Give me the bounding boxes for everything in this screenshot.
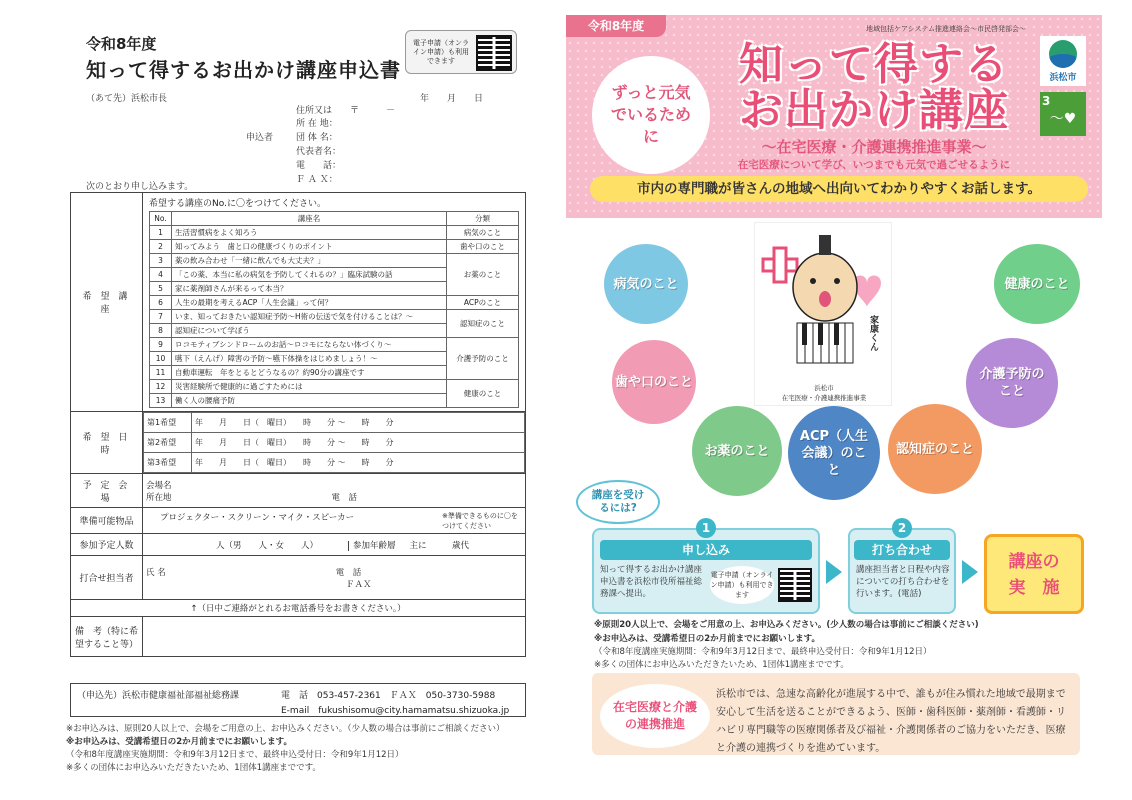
contact-fax[interactable]: ＦＡＸ xyxy=(346,579,372,590)
course-name: 家に薬剤師さんが来るって本当？ xyxy=(172,282,447,296)
course-no[interactable]: 11 xyxy=(150,366,172,380)
contact-phone[interactable]: 電 話 xyxy=(335,567,362,578)
character-caption2: 在宅医療・介護連携推進事業 xyxy=(781,394,867,402)
course-no[interactable]: 5 xyxy=(150,282,172,296)
footer-text: 浜松市では、急速な高齢化が進展する中で、誰もが住み慣れた地域で最期まで安心して生活を送ることができるよう、医師・歯科医師・薬剤師・看護師・リハビリ専門職等の医療関係者及び福祉・介護関係者のご協力をいただき、医療と介護の連携づくりを進めています。 xyxy=(716,689,1066,754)
equipment-items[interactable]: プロジェクター・スクリーン・マイク・スピーカー xyxy=(160,512,355,523)
venue-address[interactable]: 所在地 xyxy=(146,492,172,503)
course-category: 認知症のこと xyxy=(447,310,519,338)
flyer-title-line2: お出かけ講座 xyxy=(739,85,1009,136)
contact-note: ↑（日中ご連絡がとれるお電話番号をお書きください。） xyxy=(71,600,526,617)
step-1-e-application: 電子申請（オンライン申請）も利用できます xyxy=(710,566,774,604)
submit-label: （申込先）浜松市健康福祉部福祉総務課 xyxy=(77,691,240,701)
bubble-text: ずっと元気でいるために xyxy=(611,83,692,146)
course-category: 健康のこと xyxy=(447,380,519,408)
topic-teeth xyxy=(612,340,696,424)
date-line: 年 月 日 xyxy=(420,94,484,104)
course-name: 災害経験所で健康的に過ごすためには xyxy=(172,380,447,394)
course-label: 希 望 講 座 xyxy=(71,193,143,412)
footer-title-text: 在宅医療と介護の連携推進 xyxy=(612,700,697,731)
qr-code-icon[interactable] xyxy=(778,568,812,602)
course-no[interactable]: 10 xyxy=(150,352,172,366)
course-category: 介護予防のこと xyxy=(447,338,519,380)
applicant-tel[interactable]: 電 話： xyxy=(296,161,342,171)
e-application-box xyxy=(405,30,517,74)
topic-acp xyxy=(788,406,880,500)
city-logo-text: 浜松市 xyxy=(1049,73,1077,83)
flyer-note: （令和8年度講座実施期間：令和9年3月12日まで、最終申込受付日：令和9年1月12日） xyxy=(594,647,932,657)
flyer-note: ※多くの団体にお申込みいただきたいため、1団体1講座までです。 xyxy=(594,660,849,670)
applicant-address[interactable]: 所 在 地： xyxy=(296,119,338,129)
date-choice-field[interactable]: 年 月 日（ 曜日） 時 分 ～ 時 分 xyxy=(192,413,525,433)
address-label: 住所又は xyxy=(296,106,333,116)
application-table xyxy=(70,192,526,657)
form-year: 令和8年度 xyxy=(86,35,157,53)
topic-label: ACP（人生会議）のこと xyxy=(799,428,869,478)
qr-code-icon[interactable] xyxy=(476,35,512,71)
col-no: No. xyxy=(150,212,172,226)
arrow-right-icon xyxy=(962,560,978,584)
topic-label: 歯や口のこと xyxy=(614,374,693,390)
topic-care-prevention xyxy=(966,338,1058,428)
flyer-tagline: 在宅医療について学び、いつまでも元気で過ごせるように xyxy=(737,159,1011,171)
course-name: 嚥下（えんげ）障害の予防～嚥下体操をはじめましょう！～ xyxy=(172,352,447,366)
application-form xyxy=(0,0,560,800)
topic-illness xyxy=(604,244,688,324)
course-category: お薬のこと xyxy=(447,254,519,296)
col-category: 分類 xyxy=(447,212,519,226)
course-name: 知ってみよう 歯と口の健康づくりのポイント xyxy=(172,240,447,254)
date-choice-field[interactable]: 年 月 日（ 曜日） 時 分 ～ 時 分 xyxy=(192,453,525,473)
form-intro: 次のとおり申し込みます。 xyxy=(86,182,194,192)
applicant-rep[interactable]: 代表者名： xyxy=(296,147,342,157)
question-bubble xyxy=(576,480,660,524)
topic-label: お薬のこと xyxy=(704,443,770,459)
step-2-title: 打ち合わせ xyxy=(854,540,950,560)
submit-tel: 電 話 053-457-2361 ＦＡＸ 050-3730-5988 xyxy=(281,691,496,701)
character-caption1: 浜松市 xyxy=(814,384,834,392)
footer-title xyxy=(600,684,710,748)
course-no[interactable]: 8 xyxy=(150,324,172,338)
course-name: ロコモティブシンドロームのお話～ロコモにならない体づくり～ xyxy=(172,338,447,352)
form-note: （令和8年度講座実施期間：令和9年3月12日まで、最終申込受付日：令和9年1月12日） xyxy=(66,750,404,760)
contact-label: 打合せ担当者 xyxy=(71,556,143,600)
course-no[interactable]: 2 xyxy=(150,240,172,254)
submit-email[interactable]: E-mail fukushisomu@city.hamamatsu.shizuoka.jp xyxy=(281,706,510,716)
e-application-text: 電子申請（オンライン申請）も利用できます xyxy=(413,39,469,65)
course-name: 生活習慣病をよく知ろう xyxy=(172,226,447,240)
hamamatsu-logo-icon xyxy=(1049,40,1077,68)
course-name: 働く人の腰痛予防 xyxy=(172,394,447,408)
flyer-bubble xyxy=(592,56,710,174)
applicant-zip: 〒 － xyxy=(350,106,396,116)
date-choice-field[interactable]: 年 月 日（ 曜日） 時 分 ～ 時 分 xyxy=(192,433,525,453)
flyer-subtitle: ～在宅医療・介護連携推進事業～ xyxy=(761,138,987,156)
final-step-text: 講座の実 施 xyxy=(1008,552,1060,598)
flyer-note: ※原則20人以上で、会場をご用意の上、お申込みください。(少人数の場合は事前にご相談ください) xyxy=(594,620,979,630)
course-name: 薬の飲み合わせ「一緒に飲んでも大丈夫？」 xyxy=(172,254,447,268)
course-no[interactable]: 13 xyxy=(150,394,172,408)
date-label: 希 望 日 時 xyxy=(71,412,143,474)
course-no[interactable]: 6 xyxy=(150,296,172,310)
age-value[interactable]: 主に 歳代 xyxy=(409,540,470,551)
applicant-fax[interactable]: Ｆ Ａ Ｘ： xyxy=(296,175,338,185)
course-name: 「この薬、本当に私の病気を予防してくれるの？」臨床試験の話 xyxy=(172,268,447,282)
course-no[interactable]: 1 xyxy=(150,226,172,240)
date-choice-label: 第1希望 xyxy=(144,413,192,433)
venue-label: 予 定 会 場 xyxy=(71,474,143,508)
course-table xyxy=(149,211,519,408)
city-logo xyxy=(1040,36,1086,86)
form-title: 知って得するお出かけ講座申込書 xyxy=(86,58,401,82)
step-2-number: 2 xyxy=(892,518,912,538)
equipment-note: ※準備できるものに〇をつけてください xyxy=(442,511,518,530)
course-no[interactable]: 12 xyxy=(150,380,172,394)
flyer-note: ※お申込みは、受講希望日の2か月前までにお願いします。 xyxy=(594,634,821,644)
date-choice-label: 第3希望 xyxy=(144,453,192,473)
participants-value[interactable]: 人（男 人・女 人） xyxy=(216,540,319,551)
topic-label: 病気のこと xyxy=(613,276,679,292)
age-label: 参加年齢層 xyxy=(348,541,396,551)
course-no[interactable]: 9 xyxy=(150,338,172,352)
addressee: （あて先）浜松市長 xyxy=(86,94,168,104)
course-name: 認知症について学ぼう xyxy=(172,324,447,338)
applicant-org[interactable]: 団 体 名： xyxy=(296,133,338,143)
flyer-banner: 市内の専門職が皆さんの地域へ出向いてわかりやすくお話します。 xyxy=(590,176,1088,202)
topic-health xyxy=(994,244,1080,324)
topic-medicine xyxy=(692,406,782,496)
course-name: 人生の最期を考えるACP「人生会議」って何？ xyxy=(172,296,447,310)
flyer-title xyxy=(714,39,1034,136)
flyer-year: 令和8年度 xyxy=(566,15,666,37)
question-text: 講座を受けるには? xyxy=(591,489,645,514)
step-1-title: 申し込み xyxy=(600,540,812,560)
flyer-org: 地域包括ケアシステム推進連絡会～市民啓発部会～ xyxy=(866,25,1027,33)
form-note: ※お申込みは、原則20人以上で、会場をご用意の上、お申込みください。（少人数の場合は事前にご相談ください） xyxy=(66,724,505,734)
arrow-right-icon xyxy=(826,560,842,584)
step-1-number: 1 xyxy=(696,518,716,538)
step-2-body: 講座担当者と日程や内容についての打ち合わせを行います。(電話) xyxy=(856,565,950,599)
topic-label: 健康のこと xyxy=(1004,276,1070,292)
course-category: 病気のこと xyxy=(447,226,519,240)
course-name: いま、知っておきたい認知症予防～H術の伝送で気を付けることは？～ xyxy=(172,310,447,324)
venue-name[interactable]: 会場名 xyxy=(146,480,172,491)
form-note: ※多くの団体にお申込みいただきたいため、1団体1講座までです。 xyxy=(66,763,321,773)
col-name: 講座名 xyxy=(172,212,447,226)
venue-phone[interactable]: 電 話 xyxy=(331,492,358,503)
flyer-title-line1: 知って得する xyxy=(739,39,1009,90)
applicant-label: 申込者 xyxy=(246,133,274,143)
form-note: ※お申込みは、受講希望日の2か月前までにお願いします。 xyxy=(66,737,293,747)
course-category: ACPのこと xyxy=(447,296,519,310)
date-choice-label: 第2希望 xyxy=(144,433,192,453)
topic-label: 認知症のこと xyxy=(895,441,974,457)
remarks-label: 備 考（特に希望すること等） xyxy=(71,617,143,657)
ieyasu-kun-icon xyxy=(755,223,893,383)
submit-box xyxy=(70,683,526,717)
course-name: 自動車運転 年をとるとどうなるの？約90分の講座です xyxy=(172,366,447,380)
step-1-body: 知って得するお出かけ講座申込書を浜松市役所福祉総務課へ提出。 xyxy=(600,565,703,599)
course-no[interactable]: 7 xyxy=(150,310,172,324)
topic-label: 介護予防のこと xyxy=(979,367,1045,399)
character-name: 家康くん xyxy=(868,315,878,351)
course-no[interactable]: 4 xyxy=(150,268,172,282)
sdg-goal-3-icon: 3 〜♥ xyxy=(1040,92,1086,136)
equipment-label: 準備可能物品 xyxy=(71,508,143,534)
final-step xyxy=(984,534,1084,614)
participants-label: 参加予定人数 xyxy=(71,534,143,556)
remarks-field[interactable] xyxy=(143,617,526,657)
course-category: 歯や口のこと xyxy=(447,240,519,254)
topic-dementia xyxy=(888,404,982,494)
character-illustration xyxy=(754,222,892,406)
course-no[interactable]: 3 xyxy=(150,254,172,268)
course-instruction: 希望する講座のNo.に〇をつけてください。 xyxy=(149,199,326,209)
contact-name[interactable]: 氏 名 xyxy=(146,567,166,578)
date-table xyxy=(143,412,525,473)
